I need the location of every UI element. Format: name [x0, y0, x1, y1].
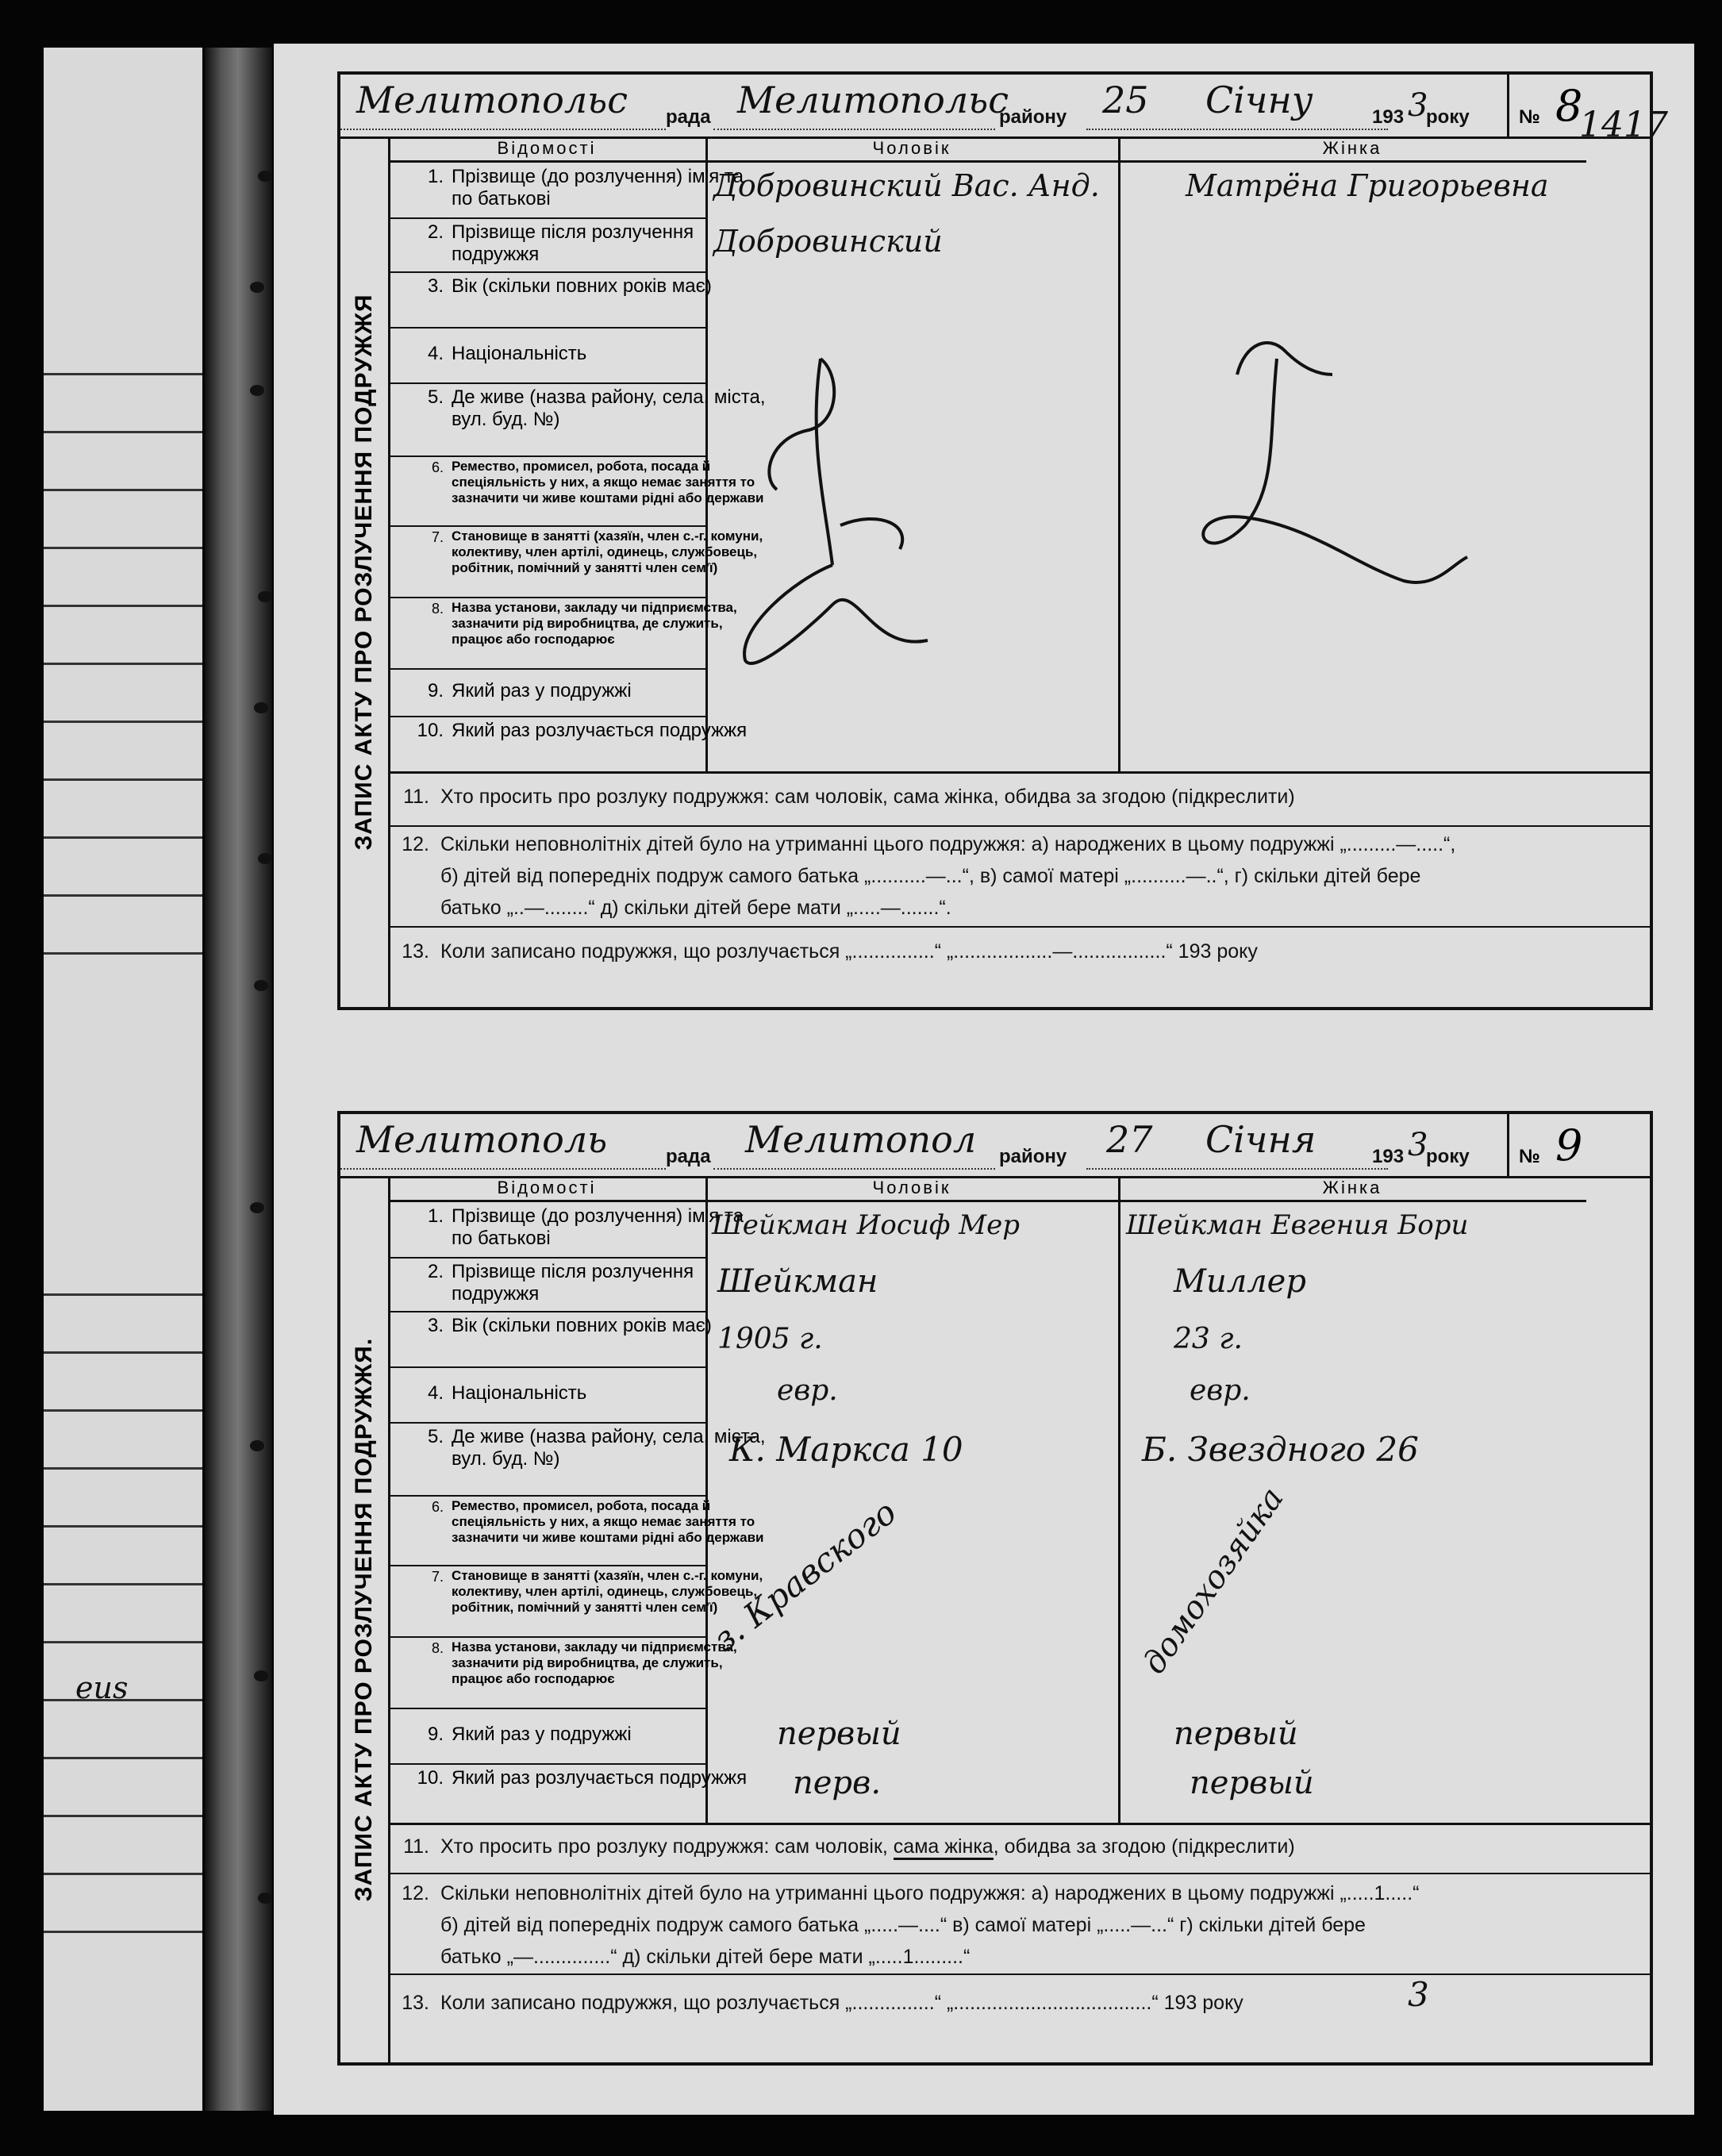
left-page-edge: [44, 48, 202, 2111]
number-label: №: [1519, 1146, 1540, 1167]
col-info: Відомості: [388, 1176, 705, 1202]
husband-name-after: Шейкман: [717, 1263, 878, 1300]
book-spine: [205, 48, 272, 2111]
day-handwritten: 25: [1102, 79, 1149, 121]
binding-hole: [250, 282, 264, 293]
document-page: [274, 44, 1694, 2115]
row-6: 6. Ремество, промисел, робота, посада й спеціяльність у них, а якщо немає заняття то зазначити чи живе коштами рідні або держави: [388, 1495, 705, 1566]
district-handwritten: Мелитопол: [745, 1118, 977, 1161]
question-12: 12. Скільки неповнолітніх дітей було на утриманні цього подружжя: а) народжених в цьому подружжі „.....1.....“ б) дітей від попередніх подруж самого батька „.....—....“ в) самої матері „.....—...“ г) скільки дітей бере батько „—..............“ д) скільки дітей бере мати „.....1.........“: [402, 1882, 1420, 1968]
row-3: 3. Вік (скільки повних років має): [388, 271, 705, 329]
row-2: 2. Прізвище після розлучення подружжя: [388, 1257, 705, 1312]
divorce-record-9: [337, 1111, 1653, 2066]
binding-hole: [258, 1893, 272, 1904]
husband-dash-marks: [721, 343, 944, 692]
wife-dash-marks: [1150, 327, 1483, 628]
row-7: 7. Становище в занятті (хазяїн, член с.-г. комуни, колективу, член артілі, одинець, службовець, робітник, помічний у занятті член сем'ї): [388, 525, 705, 598]
wife-divorce-count: первый: [1190, 1765, 1314, 1801]
council-handwritten: Мелитопольс: [356, 79, 628, 121]
wife-nationality: евр.: [1190, 1374, 1251, 1407]
record-number-box: [1507, 1114, 1652, 1178]
binding-hole: [254, 702, 268, 713]
district-handwritten: Мелитопольс: [737, 79, 1009, 121]
row-7: 7. Становище в занятті (хазяїн, член с.-г. комуни, колективу, член артілі, одинець, службовець, робітник, помічний у занятті член сем'ї): [388, 1565, 705, 1638]
question-11: 11. Хто просить про розлуку подружжя: сам чоловік, сама жінка, обидва за згодою (підкреслити): [403, 786, 1295, 808]
question-11: 11. Хто просить про розлуку подружжя: сам чоловік, сама жінка, обидва за згодою (підкреслити): [388, 1831, 1295, 1862]
archive-stamp-number: 1417: [1579, 105, 1668, 145]
binding-hole: [250, 1440, 264, 1451]
col-wife: Жінка: [1118, 1176, 1586, 1202]
wife-name: Матрёна Григорьевна: [1186, 168, 1549, 203]
binding-hole: [258, 853, 272, 864]
number-label: №: [1519, 106, 1540, 128]
row-6: 6. Ремество, промисел, робота, посада й спеціяльність у них, а якщо немає заняття то зазначити чи живе коштами рідні або держави: [388, 455, 705, 527]
husband-address: К. Маркса 10: [729, 1430, 963, 1469]
district-label: району: [999, 1146, 1067, 1167]
district-label: району: [999, 106, 1067, 128]
council-label: рада: [666, 1146, 711, 1167]
month-handwritten: Січну: [1205, 79, 1313, 121]
underlined-answer: сама жінка: [894, 1835, 994, 1860]
vertical-title: ЗАПИС АКТУ ПРО РОЗЛУЧЕННЯ ПОДРУЖЖЯ.: [340, 1176, 390, 2062]
row-5: 5. Де живе (назва району, села, міста, вул. буд. №): [388, 382, 705, 457]
month-handwritten: Січня: [1205, 1118, 1316, 1161]
husband-marriage-count: первый: [777, 1716, 901, 1752]
year-prefix: 193: [1372, 1146, 1405, 1167]
row-2: 2. Прізвище після розлучення подружжя: [388, 217, 705, 273]
husband-name: Добровинский Вас. Анд.: [713, 168, 1100, 203]
binding-hole: [254, 1670, 268, 1681]
wife-marriage-count: первый: [1174, 1716, 1298, 1752]
col-info: Відомості: [388, 136, 705, 163]
left-page-handwriting: eus: [75, 1670, 129, 1705]
record-header: [340, 1114, 1507, 1178]
divorce-record-8: [337, 71, 1668, 1010]
row-4: 4. Національність: [388, 327, 705, 384]
year-label: року: [1426, 106, 1470, 128]
year-prefix: 193: [1372, 106, 1405, 128]
council-handwritten: Мелитополь: [356, 1118, 608, 1161]
year-label: року: [1426, 1146, 1470, 1167]
record-number: 8: [1555, 81, 1583, 131]
day-handwritten: 27: [1106, 1118, 1153, 1161]
council-label: рада: [666, 106, 711, 128]
col-husband: Чоловік: [705, 136, 1118, 163]
question-13: 13. Коли записано подружжя, що розлучається „...............“ „....................................“ 193 року: [402, 1992, 1243, 2014]
row-10: 10. Який раз розлучається подружжя: [417, 720, 748, 741]
year-handwritten: 3: [1408, 87, 1428, 124]
vertical-title: ЗАПИС АКТУ ПРО РОЗЛУЧЕННЯ ПОДРУЖЖЯ: [340, 136, 390, 1007]
record-number-box: [1507, 75, 1668, 145]
wife-age: 23 г.: [1174, 1323, 1243, 1355]
binding-hole: [254, 980, 268, 991]
binding-hole: [250, 1202, 264, 1213]
wife-occupation: домохозяйка: [1136, 1481, 1291, 1681]
row-9: 9. Який раз у подружжі: [388, 668, 705, 717]
binding-hole: [258, 591, 272, 602]
col-husband: Чоловік: [705, 1176, 1118, 1202]
year-handwritten-13: 3: [1408, 1975, 1429, 2014]
husband-nationality: евр.: [777, 1374, 838, 1407]
row-1: 1. Прізвище (до розлучення) ім'я та по батькові: [388, 1201, 705, 1259]
husband-age: 1905 г.: [717, 1323, 823, 1355]
row-4: 4. Національність: [388, 1366, 705, 1424]
col-wife: Жінка: [1118, 136, 1586, 163]
husband-name: Шейкман Иосиф Мер: [712, 1209, 1020, 1241]
binding-hole: [250, 385, 264, 396]
record-header: [340, 75, 1507, 139]
husband-workplace: з. Кравского: [705, 1492, 904, 1659]
record-number: 9: [1555, 1120, 1583, 1170]
year-handwritten: 3: [1408, 1127, 1428, 1163]
question-12: 12. Скільки неповнолітніх дітей було на утриманні цього подружжя: а) народжених в цьому подружжі „.........—.....“, б) дітей від попередніх подруж самого батька „..........—...“, в) самої матері „..........—..“, г) скільки дітей бере батько „..—........“ д) скільки дітей бере мати „.....—.......“.: [402, 833, 1456, 919]
row-8: 8. Назва установи, закладу чи підприємства, зазначити рід виробництва, де служить, працює або господарює: [388, 597, 705, 670]
husband-name-after: Добровинский: [713, 224, 943, 259]
row-9: 9. Який раз у подружжі: [388, 1708, 705, 1765]
wife-name-after: Миллер: [1174, 1263, 1306, 1300]
binding-hole: [258, 171, 272, 182]
row-1: 1. Прізвище (до розлучення) ім'я та по батькові: [388, 162, 705, 219]
row-8: 8. Назва установи, закладу чи підприємства, зазначити рід виробництва, де служить, працює або господарює: [388, 1636, 705, 1709]
row-5: 5. Де живе (назва району, села, міста, вул. буд. №): [388, 1422, 705, 1497]
question-13: 13. Коли записано подружжя, що розлучається „...............“ „..................—.................“ 193 року: [402, 940, 1258, 963]
wife-address: Б. Звездного 26: [1142, 1430, 1419, 1469]
row-10: 10. Який раз розлучається подружжя: [417, 1767, 748, 1789]
row-3: 3. Вік (скільки повних років має): [388, 1311, 705, 1368]
husband-divorce-count: перв.: [793, 1765, 882, 1801]
wife-name: Шейкман Евгения Бори: [1126, 1209, 1469, 1241]
